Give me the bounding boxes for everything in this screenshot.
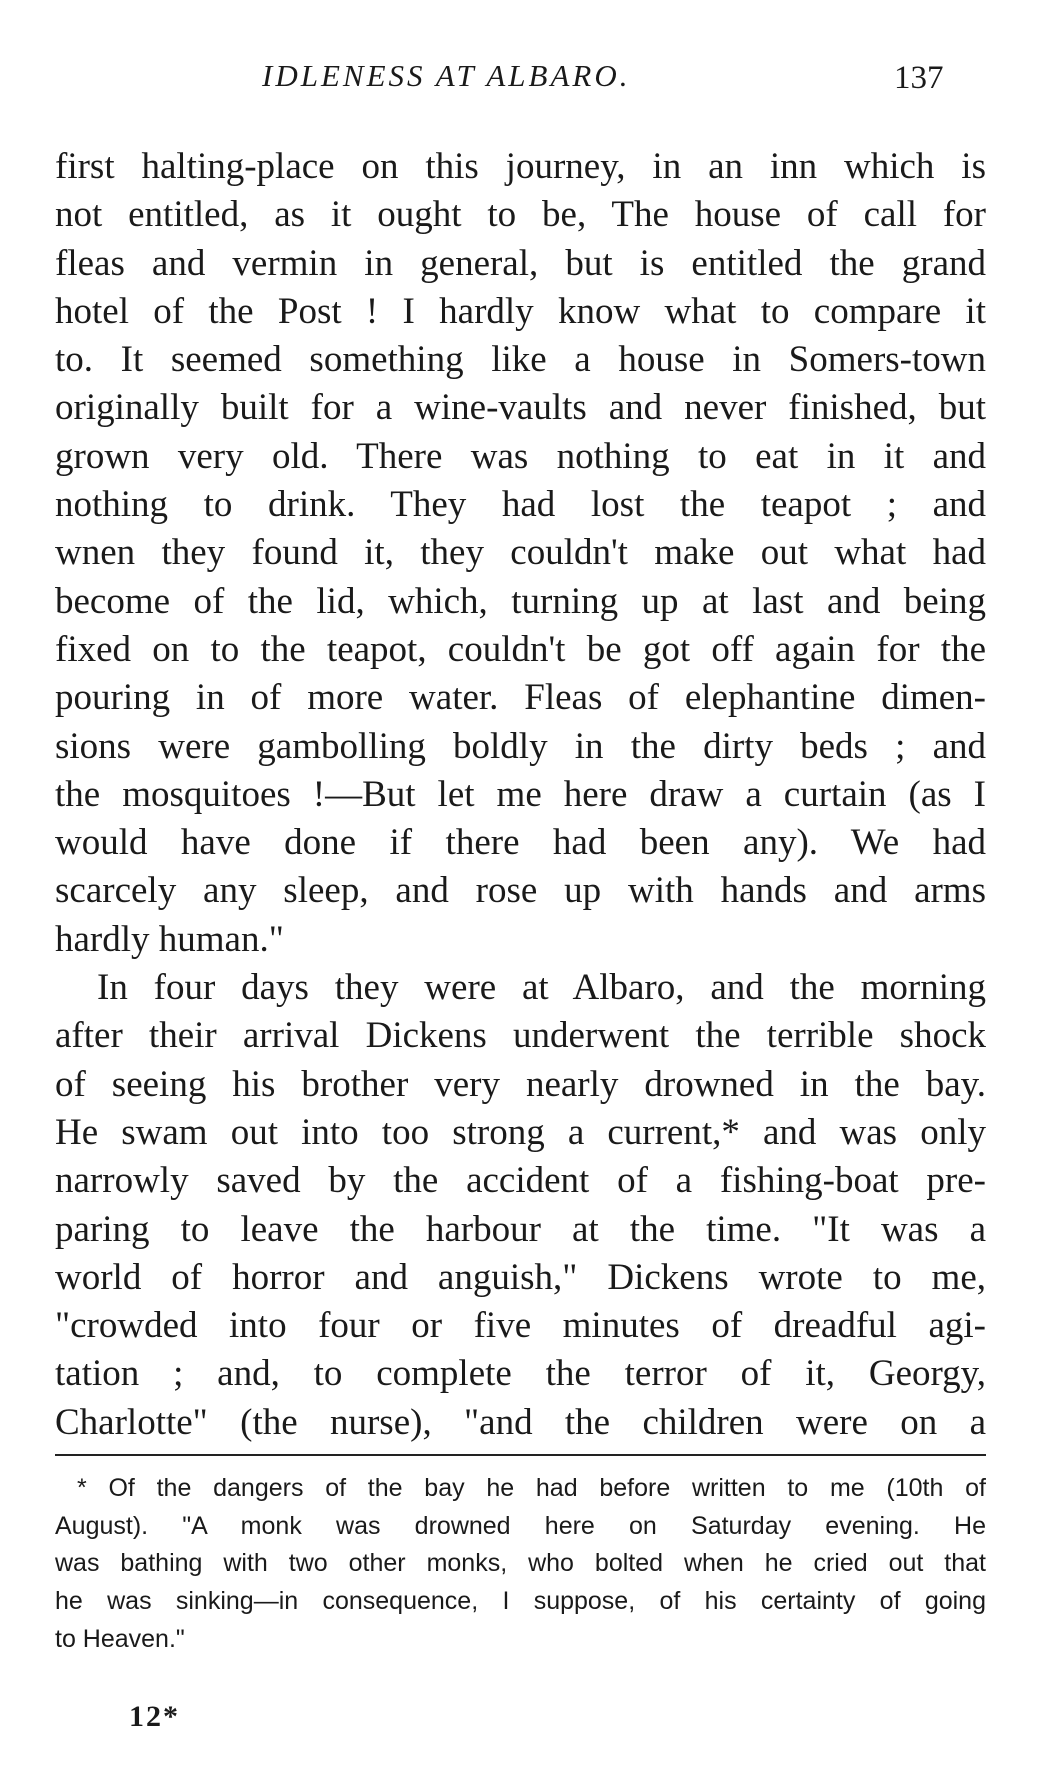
page-header [0,58,1051,110]
footnote-line: August). "A monk was drowned here on Saturday evening. He [55,1511,986,1540]
text-line: Charlotte" (the nurse), "and the children were on a [55,1401,986,1443]
text-line: of seeing his brother very nearly drowned in the bay. [55,1063,986,1105]
text-line: tation ; and, to complete the terror of it, Georgy, [55,1353,986,1395]
text-line: originally built for a wine-vaults and never finished, but [55,387,986,429]
text-line: pouring in of more water. Fleas of elephantine dimen- [55,677,986,719]
text-line: narrowly saved by the accident of a fishing-boat pre- [55,1160,986,1202]
text-line: world of horror and anguish," Dickens wrote to me, [55,1256,986,1298]
text-line: to. It seemed something like a house in Somers-town [55,339,986,381]
text-line: would have done if there had been any). We had [55,822,986,864]
text-line: sions were gambolling boldly in the dirty beds ; and [55,725,986,767]
text-line: hardly human." [55,918,284,960]
text-line: "crowded into four or five minutes of dreadful agi- [55,1305,986,1347]
text-line: wnen they found it, they couldn't make out what had [55,532,986,574]
running-head: IDLENESS AT ALBARO. [262,58,631,93]
text-line: paring to leave the harbour at the time. "It was a [55,1208,986,1250]
footnote-line: he was sinking—in consequence, I suppose, of his certainty of going [55,1587,986,1616]
text-line: become of the lid, which, turning up at last and being [55,580,986,622]
text-line: not entitled, as it ought to be, The house of call for [55,194,986,236]
footnote-rule [55,1454,986,1456]
text-line: grown very old. There was nothing to eat in it and [55,435,986,477]
paragraph-start-line: In four days they were at Albaro, and the morning [97,967,986,1009]
footnote [55,1470,986,1658]
footnote-line: * Of the dangers of the bay he had before written to me (10th of [77,1474,986,1502]
text-line: hotel of the Post ! I hardly know what to compare it [55,290,986,332]
footnote-line: to Heaven." [55,1624,185,1653]
footnote-line: was bathing with two other monks, who bolted when he cried out that [55,1549,986,1578]
text-line: He swam out into too strong a current,* and was only [55,1111,986,1153]
body-text [55,143,986,1447]
text-line: the mosquitoes !—But let me here draw a curtain (as I [55,773,986,815]
page-number: 137 [894,60,944,96]
text-line: first halting-place on this journey, in an inn which is [55,146,986,187]
text-line: fixed on to the teapot, couldn't be got off again for the [55,628,986,670]
signature-mark: 12* [129,1700,180,1733]
text-line: scarcely any sleep, and rose up with hands and arms [55,870,986,912]
text-line: nothing to drink. They had lost the teapot ; and [55,484,986,526]
text-line: after their arrival Dickens underwent the terrible shock [55,1015,986,1057]
text-line: fleas and vermin in general, but is entitled the grand [55,242,986,284]
